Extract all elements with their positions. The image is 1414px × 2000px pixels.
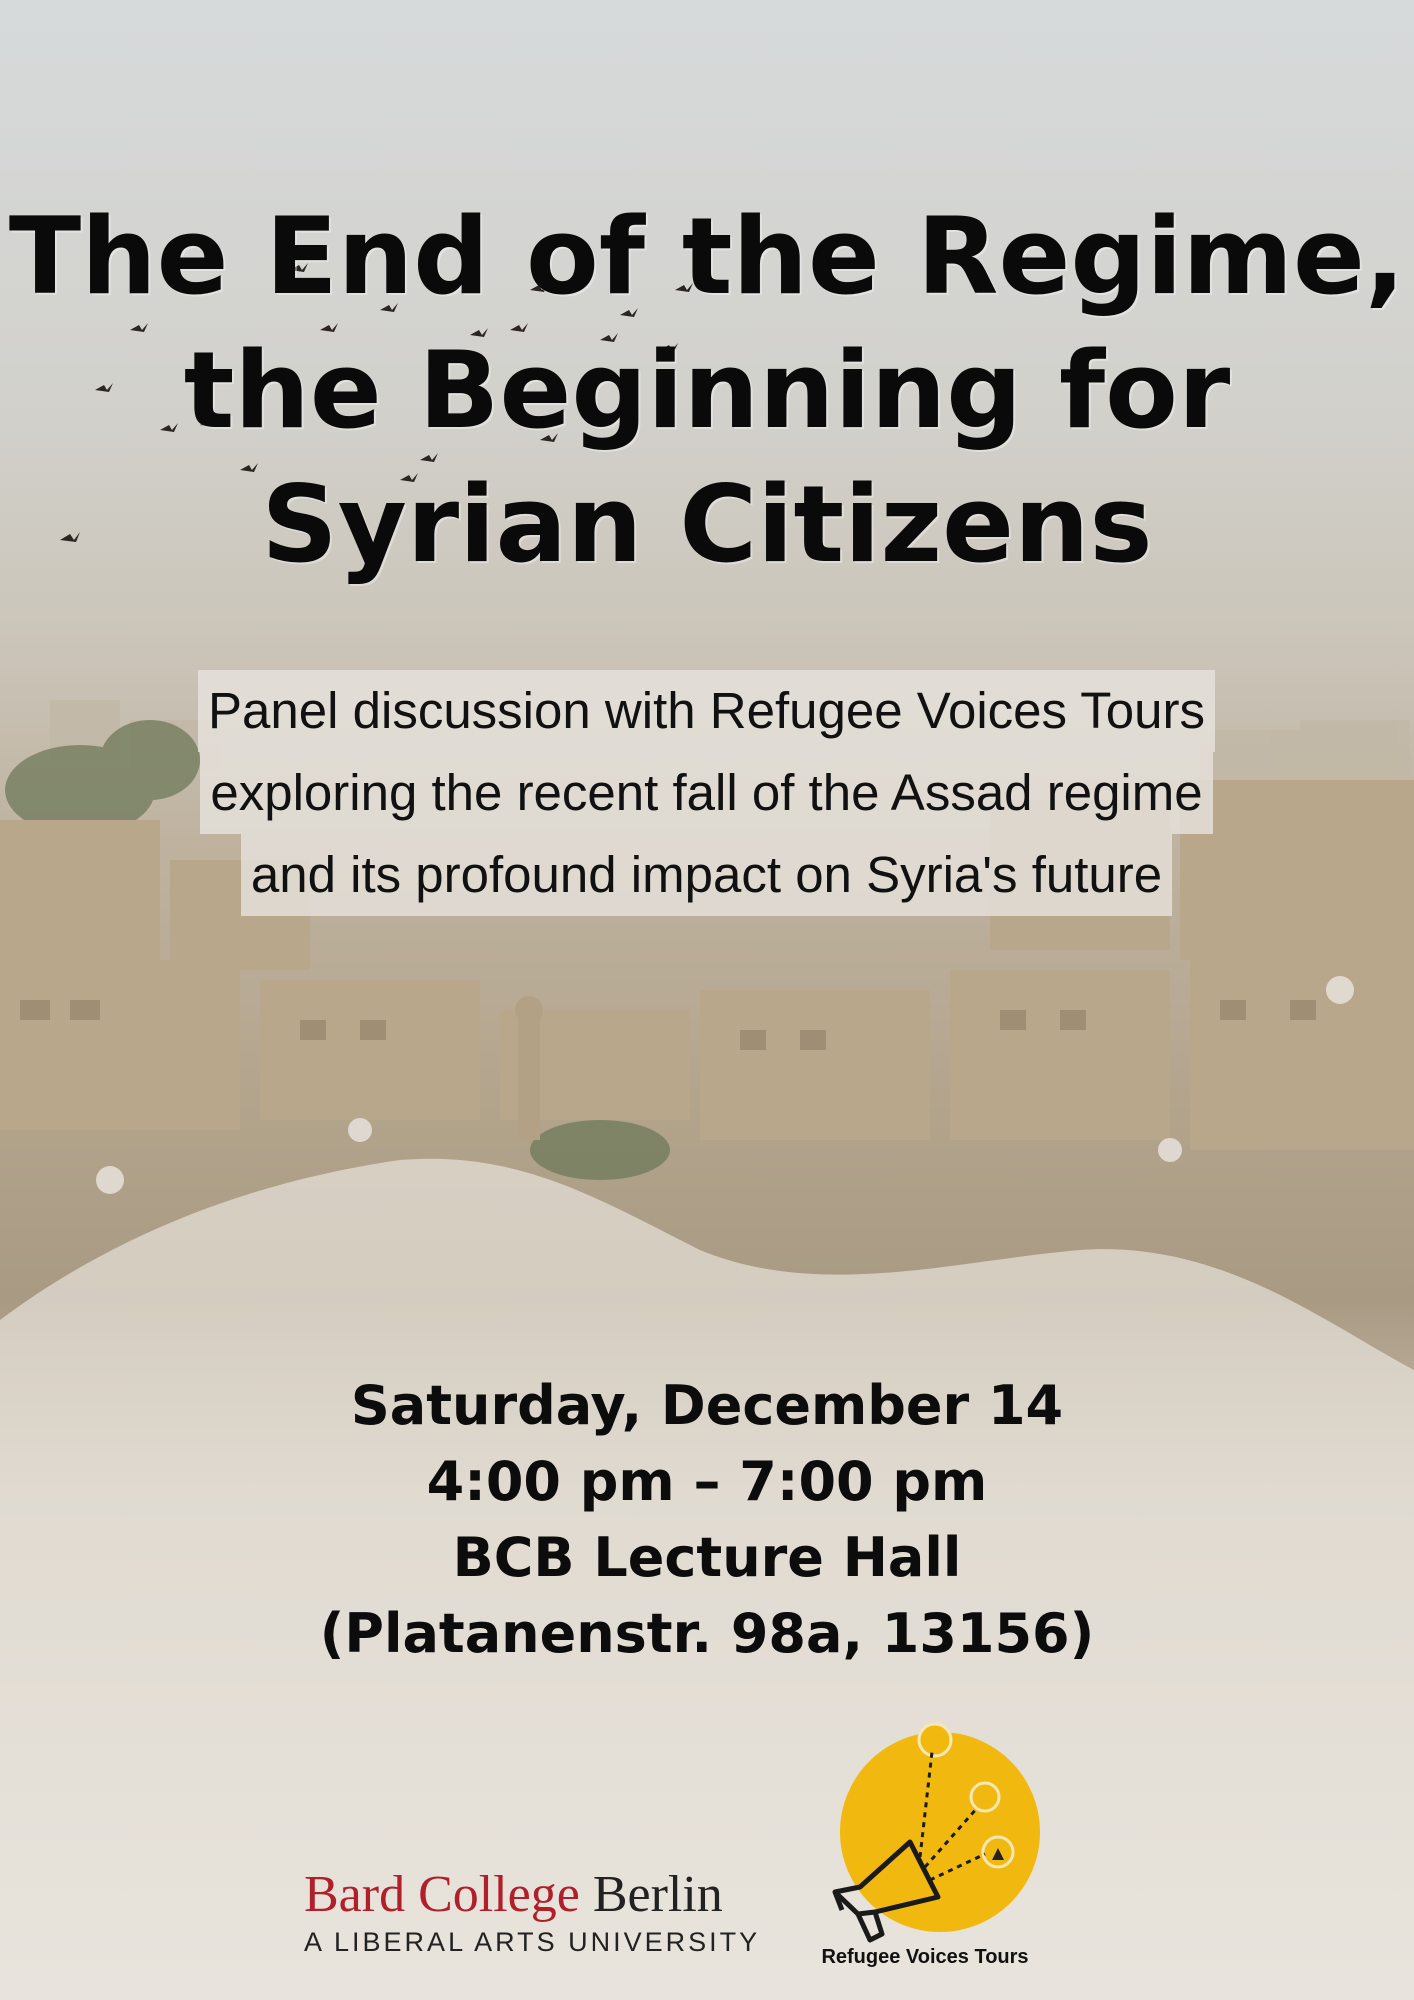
description-line: exploring the recent fall of the Assad regime xyxy=(200,752,1212,834)
title-line: the Beginning for xyxy=(183,329,1231,452)
bcb-wordmark xyxy=(304,1865,754,1925)
description-line: and its profound impact on Syria's future xyxy=(241,834,1172,916)
event-address: (Platanenstr. 98a, 13156) xyxy=(319,1602,1095,1665)
bcb-name-part2: Berlin xyxy=(579,1866,723,1923)
event-venue: BCB Lecture Hall xyxy=(452,1526,962,1589)
event-details xyxy=(0,1368,1414,1672)
title-line: The End of the Regime, xyxy=(8,195,1406,318)
bcb-name-part1: Bard College xyxy=(304,1866,580,1923)
poster-title xyxy=(0,190,1414,592)
refugee-voices-tours-logo xyxy=(820,1722,1050,1962)
title-line: Syrian Citizens xyxy=(261,463,1153,586)
event-description xyxy=(165,670,1248,916)
bcb-tagline: A LIBERAL ARTS UNIVERSITY xyxy=(304,1927,761,1957)
description-line: Panel discussion with Refugee Voices Tours xyxy=(198,670,1215,752)
rvt-logo-label: Refugee Voices Tours xyxy=(821,1946,1029,1968)
event-date: Saturday, December 14 xyxy=(350,1374,1064,1437)
event-time: 4:00 pm – 7:00 pm xyxy=(426,1450,988,1513)
bard-college-berlin-logo xyxy=(304,1865,761,1958)
